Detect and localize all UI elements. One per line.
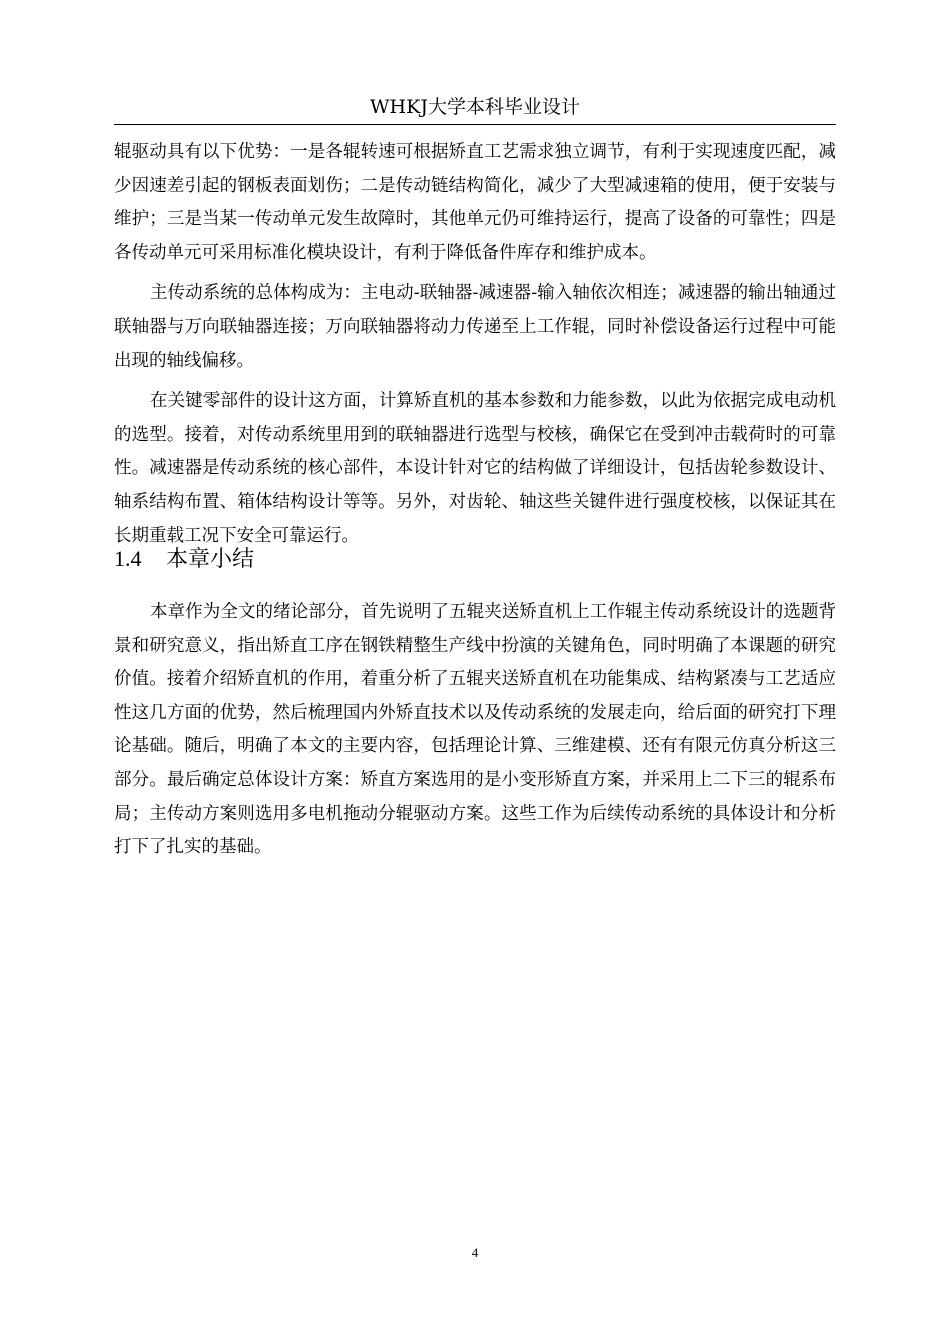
paragraph-summary: 本章作为全文的绪论部分，首先说明了五辊夹送矫直机上工作辊主传动系统设计的选题背景和研究意义，指出矫直工序在钢铁精整生产线中扮演的关键角色，同时明确了本课题的研究价值。接着介绍矫直机的作用，着重分析了五辊夹送矫直机在功能集成、结构紧凑与工艺适应性这几方面的优势，然后梳理国内外矫直技术以及传动系统的发展走向，给后面的研究打下理论基础。随后，明确了本文的主要内容，包括理论计算、三维建模、还有有限元仿真分析这三部分。最后确定总体设计方案：矫直方案选用的是小变形矫直方案，并采用上二下三的辊系布局；主传动方案则选用多电机拖动分辊驱动方案。这些工作为后续传动系统的具体设计和分析打下了扎实的基础。	[114, 602, 836, 858]
page-header-title: WHKJ大学本科毕业设计	[370, 96, 580, 118]
paragraph-continuation: 辊驱动具有以下优势：一是各辊转速可根据矫直工艺需求独立调节，有利于实现速度匹配，减少因速差引起的钢板表面划伤；二是传动链结构简化，减少了大型减速箱的使用，便于安装与维护；三是当某一传动单元发生故障时，其他单元仍可维持运行，提高了设备的可靠性；四是各传动单元可采用标准化模块设计，有利于降低备件库存和维护成本。	[114, 142, 836, 263]
section-heading	[114, 544, 836, 575]
body-text-summary	[114, 596, 836, 865]
page-number: 4	[471, 1245, 479, 1260]
paragraph-key-components: 在关键零部件的设计这方面，计算矫直机的基本参数和力能参数，以此为依据完成电动机的选型。接着，对传动系统里用到的联轴器进行选型与校核，确保它在受到冲击载荷时的可靠性。减速器是传动系统的核心部件，本设计针对它的结构做了详细设计，包括齿轮参数设计、轴系结构布置、箱体结构设计等等。另外，对齿轮、轴这些关键件进行强度校核，以保证其在长期重载工况下安全可靠运行。	[114, 391, 836, 546]
header-rule	[114, 124, 836, 125]
body-text-top	[114, 136, 836, 553]
section-title: 本章小结	[166, 547, 255, 572]
section-number: 1.4	[114, 546, 142, 571]
paragraph-main-drive: 主传动系统的总体构成为：主电动-联轴器-减速器-输入轴依次相连；减速器的输出轴通过联轴器与万向联轴器连接；万向联轴器将动力传递至上工作辊，同时补偿设备运行过程中可能出现的轴线偏移。	[114, 283, 836, 371]
